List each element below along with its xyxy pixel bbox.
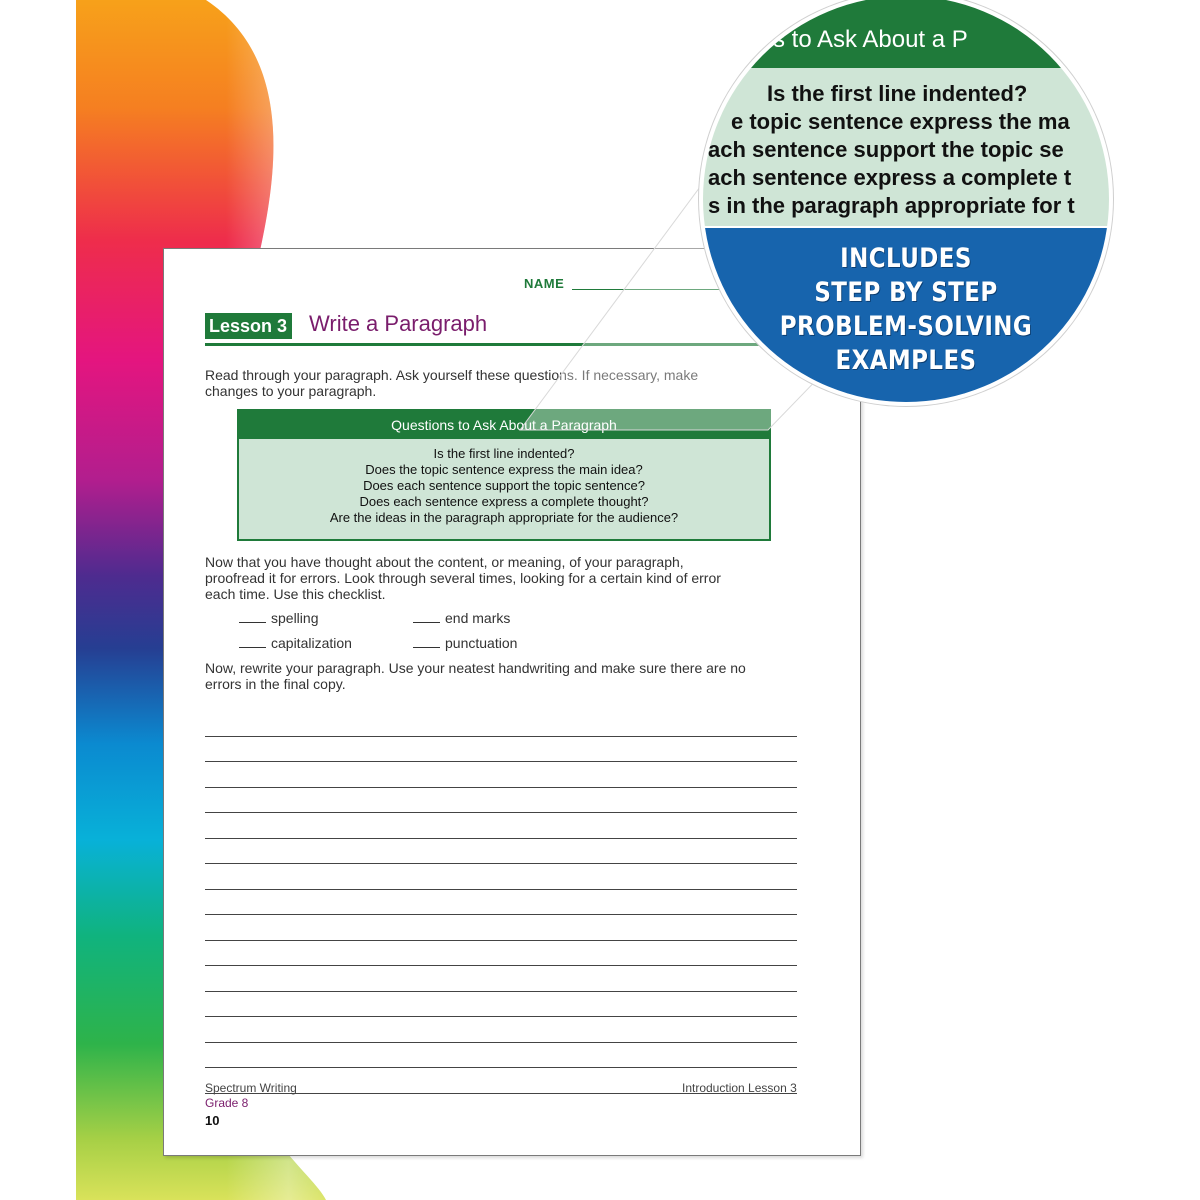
magnified-question-line: e topic sentence express the ma [731,109,1070,134]
footer-section: Introduction Lesson 3 [682,1081,797,1095]
lesson-title: Write a Paragraph [309,311,488,336]
proofread-line: proofread it for errors. Look through several times, looking for a certain kind of error [205,570,721,586]
writing-line [205,1017,797,1043]
checklist-label: punctuation [445,635,518,651]
check-blank [239,622,266,623]
proofread-paragraph [205,554,805,602]
banner-line: PROBLEM-SOLVING [779,311,1033,342]
checklist-item [239,635,352,651]
rewrite-line: errors in the final copy. [205,676,346,692]
check-blank [413,647,440,648]
writing-line [205,992,797,1018]
writing-line [205,1043,797,1069]
writing-line [205,762,797,788]
magnified-box-header [699,0,1113,68]
writing-line [205,966,797,992]
checklist-item [413,610,510,626]
checklist-label: capitalization [271,635,352,651]
question-item: Are the ideas in the paragraph appropriate for the audience? [329,510,679,525]
intro-line: Read through your paragraph. Ask yourself these questions. If necessary, make [205,367,699,383]
page-number: 10 [205,1113,220,1128]
banner-line: EXAMPLES [835,345,977,376]
magnifier-callout [699,0,1113,406]
name-label: NAME [524,276,565,291]
proofread-line: each time. Use this checklist. [205,586,386,602]
question-item: Does each sentence support the topic sentence? [363,478,645,493]
footer-book-title: Spectrum Writing [205,1081,297,1095]
writing-line [205,839,797,865]
checklist-label: end marks [445,610,511,626]
magnified-question-line: s in the paragraph appropriate for t [708,193,1075,218]
intro-line: changes to your paragraph. [205,383,377,399]
questions-box [237,409,771,541]
rewrite-line: Now, rewrite your paragraph. Use your neatest handwriting and make sure there are no [205,660,746,676]
magnified-header-text: s to Ask About a P [773,26,968,53]
magnified-questions [703,68,1109,226]
check-blank [413,622,440,623]
writing-line [205,890,797,916]
question-item: Is the first line indented? [433,446,575,461]
checklist-item [239,610,318,626]
magnified-question-line: ach sentence support the topic se [708,137,1064,162]
writing-line [205,941,797,967]
questions-list [239,439,769,526]
feature-banner [703,228,1109,406]
writing-line [205,864,797,890]
question-item: Does each sentence express a complete thought? [359,494,649,509]
writing-line [205,737,797,763]
banner-line: INCLUDES [840,243,972,274]
writing-lines [205,711,797,1094]
proofread-line: Now that you have thought about the content, or meaning, of your paragraph, [205,554,684,570]
footer-grade: Grade 8 [205,1096,249,1110]
writing-line [205,788,797,814]
magnified-question-line: ach sentence express a complete t [708,165,1072,190]
writing-line [205,813,797,839]
banner-line: STEP BY STEP [814,277,998,308]
writing-line [205,915,797,941]
writing-line [205,711,797,737]
checklist-label: spelling [271,610,319,626]
rewrite-paragraph [205,660,805,692]
magnified-question-line: Is the first line indented? [767,81,1028,106]
question-item: Does the topic sentence express the main idea? [365,462,643,477]
feature-banner-text [733,242,1078,378]
lesson-number-tag: Lesson 3 [205,313,292,339]
check-blank [239,647,266,648]
questions-box-header: Questions to Ask About a Paragraph [239,411,769,439]
checklist-item [413,635,517,651]
